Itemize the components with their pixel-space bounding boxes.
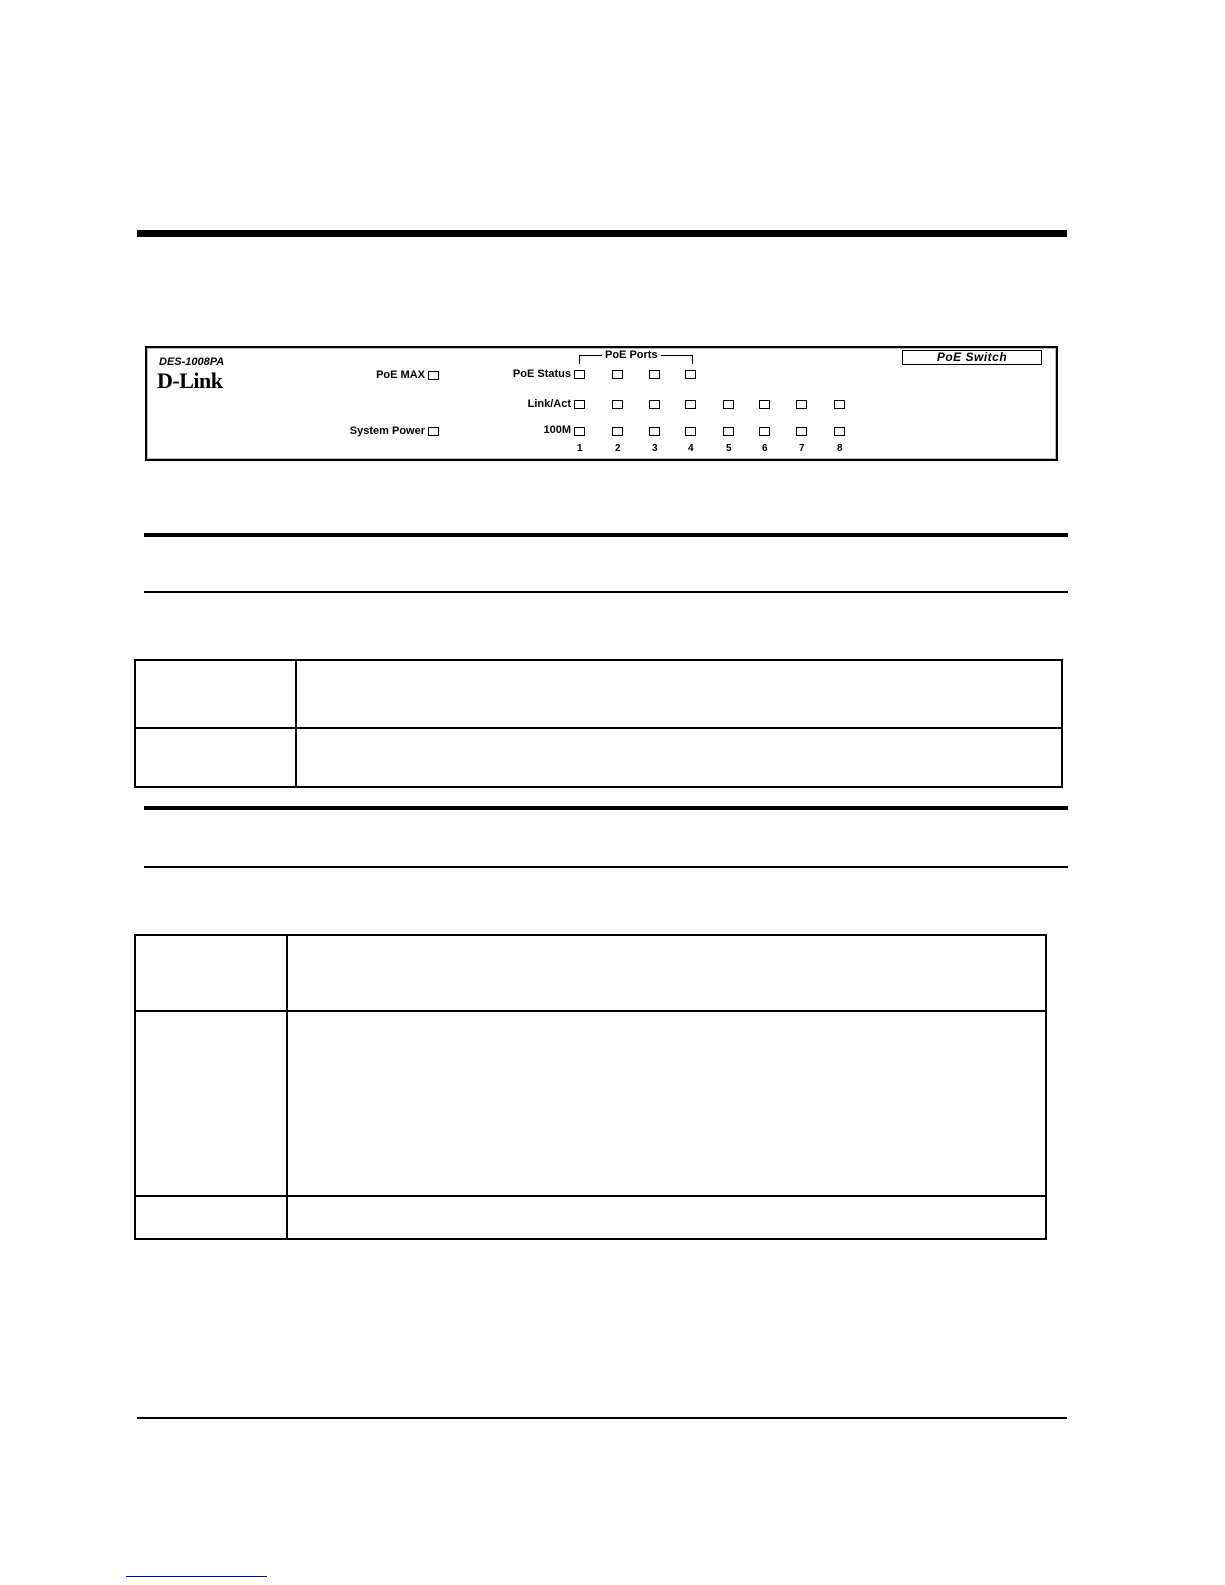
system-power-label: System Power	[349, 425, 425, 437]
port-number-3: 3	[652, 443, 658, 454]
speed-led-1	[574, 427, 585, 436]
table-row	[135, 1196, 1046, 1239]
link-act-led-5	[723, 400, 734, 409]
table-cell	[296, 660, 1062, 728]
speed-led-4	[685, 427, 696, 436]
link-act-label: Link/Act	[527, 398, 571, 410]
poe-switch-badge	[902, 350, 1042, 365]
section-rule-bottom	[144, 591, 1068, 593]
poe-max-led	[428, 371, 439, 380]
table-cell	[135, 935, 287, 1011]
table-cell	[135, 1196, 287, 1239]
section-rule-bottom	[144, 866, 1068, 868]
section-rule-top	[144, 806, 1068, 810]
speed-led-8	[834, 427, 845, 436]
speed-led-6	[759, 427, 770, 436]
link-act-led-3	[649, 400, 660, 409]
led-table-1	[134, 659, 1063, 788]
poe-ports-label: PoE Ports	[602, 349, 661, 361]
port-number-1: 1	[577, 443, 583, 454]
table-row	[135, 660, 1062, 728]
link-act-led-7	[796, 400, 807, 409]
poe-status-led-1	[574, 370, 585, 379]
port-number-4: 4	[688, 443, 694, 454]
header-rule	[137, 230, 1067, 237]
poe-status-led-2	[612, 370, 623, 379]
port-number-7: 7	[799, 443, 805, 454]
table-cell	[287, 935, 1046, 1011]
poe-status-led-3	[649, 370, 660, 379]
link-act-led-4	[685, 400, 696, 409]
port-number-2: 2	[615, 443, 621, 454]
link-act-led-1	[574, 400, 585, 409]
speed-label: 100M	[543, 424, 571, 436]
speed-led-3	[649, 427, 660, 436]
brand-logo: D-Link	[157, 368, 223, 393]
port-number-6: 6	[762, 443, 768, 454]
table-cell	[135, 1011, 287, 1196]
footer-rule	[137, 1417, 1067, 1419]
speed-led-7	[796, 427, 807, 436]
table-cell	[296, 728, 1062, 787]
footer-link-underline	[126, 1576, 267, 1577]
table-cell	[287, 1196, 1046, 1239]
speed-led-5	[723, 427, 734, 436]
table-cell	[135, 728, 296, 787]
model-label: DES-1008PA	[159, 356, 225, 368]
poe-switch-badge-label: PoE Switch	[936, 350, 1008, 364]
poe-status-label: PoE Status	[512, 368, 571, 380]
section-rule-top	[144, 533, 1068, 537]
table-row	[135, 935, 1046, 1011]
link-act-led-2	[612, 400, 623, 409]
table-cell	[287, 1011, 1046, 1196]
table-cell	[135, 660, 296, 728]
table-row	[135, 1011, 1046, 1196]
poe-status-led-4	[685, 370, 696, 379]
switch-front-panel	[145, 346, 1058, 461]
port-number-8: 8	[837, 443, 843, 454]
led-table-2	[134, 934, 1047, 1240]
poe-max-label: PoE MAX	[376, 369, 425, 381]
table-row	[135, 728, 1062, 787]
link-act-led-6	[759, 400, 770, 409]
link-act-led-8	[834, 400, 845, 409]
speed-led-2	[612, 427, 623, 436]
port-number-5: 5	[726, 443, 732, 454]
system-power-led	[428, 427, 439, 436]
